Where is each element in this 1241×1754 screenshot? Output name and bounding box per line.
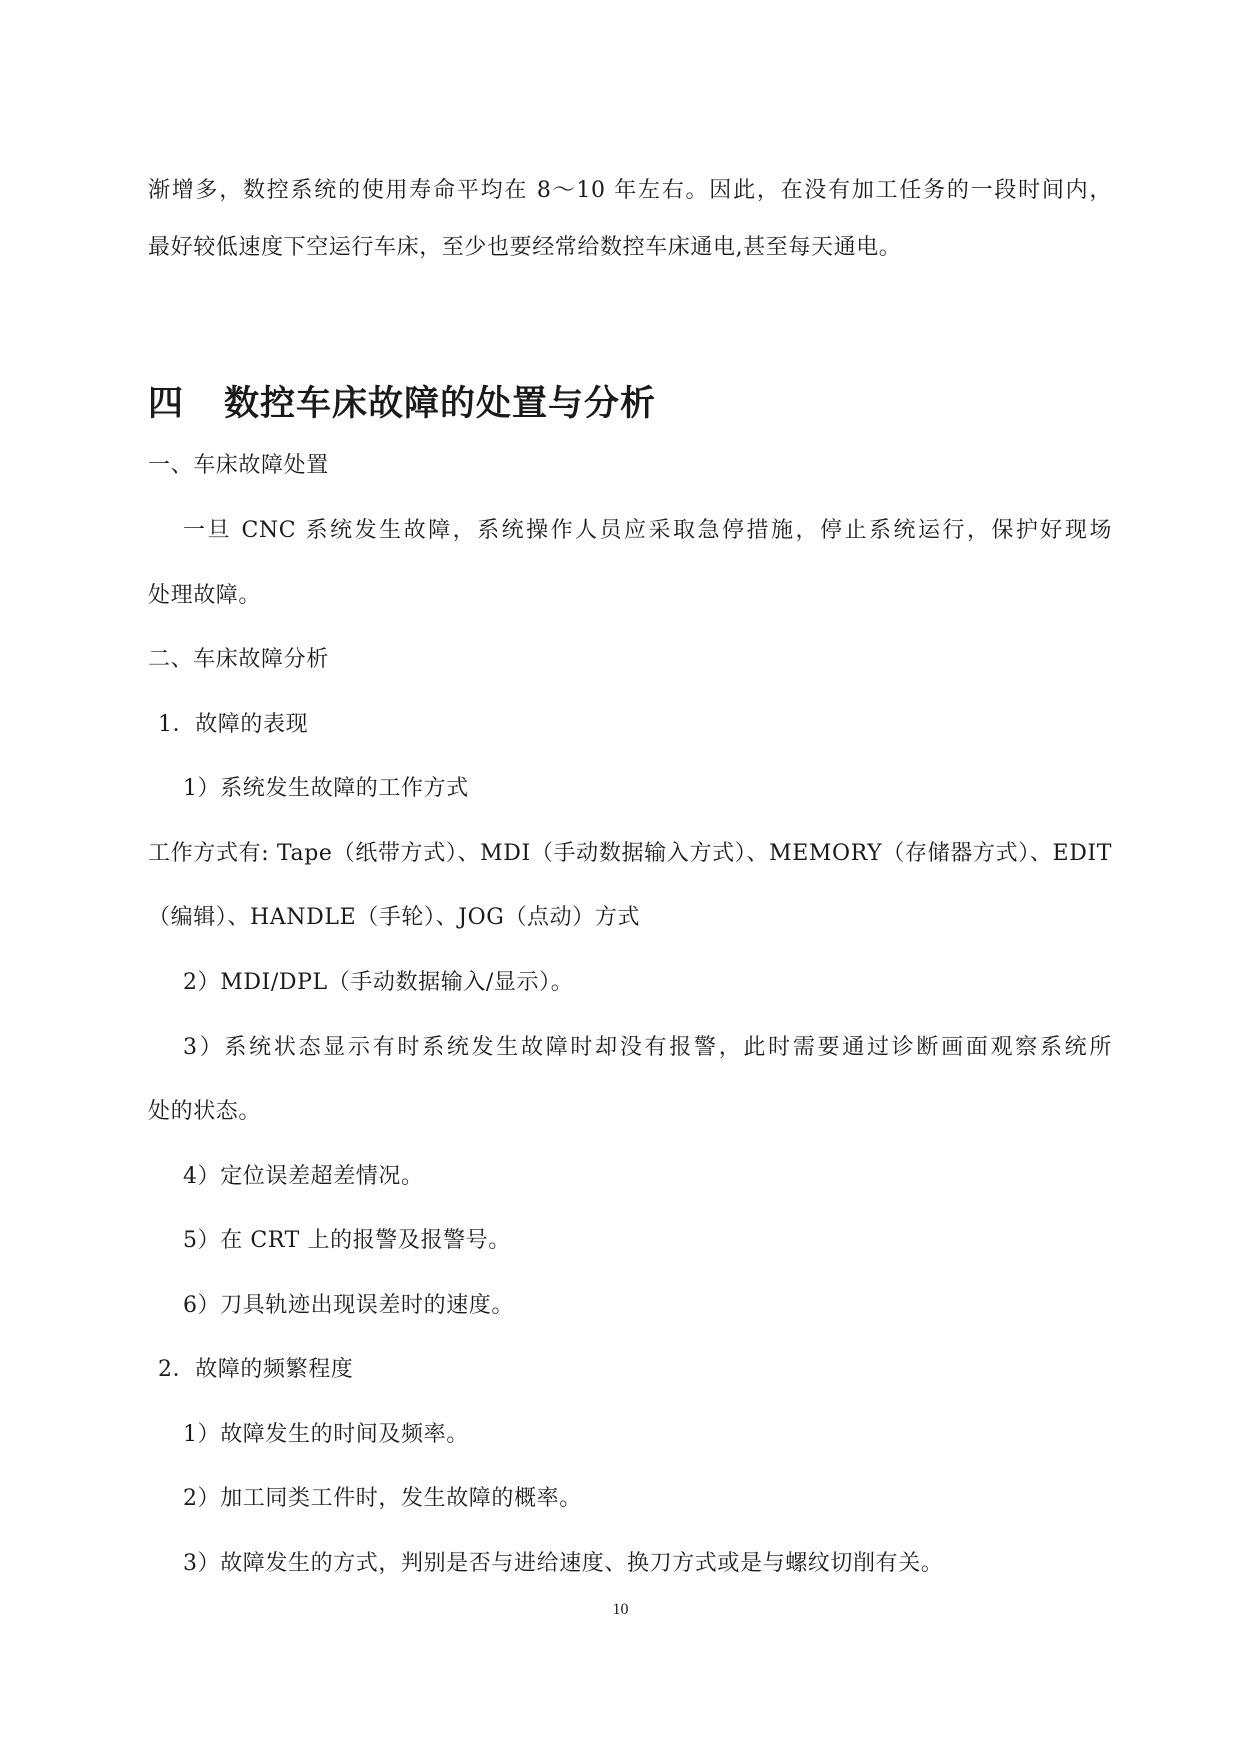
subsection-2-title: 2．故障的频繁程度 xyxy=(158,1357,354,1382)
subsection-1-item-4: 4）定位误差超差情况。 xyxy=(183,1164,424,1189)
subsection-1-item-3-line-1: 3）系统状态显示有时系统发生故障时却没有报警，此时需要通过诊断画面观察系统所 xyxy=(183,1035,1112,1060)
subsection-1-item-1-detail-line-2: （编辑）、HANDLE（手轮）、JOG（点动）方式 xyxy=(148,905,641,930)
chapter-heading xyxy=(148,383,656,425)
intro-paragraph-line-2: 最好较低速度下空运行车床，至少也要经常给数控车床通电,甚至每天通电。 xyxy=(148,235,902,260)
subsection-1-title: 1．故障的表现 xyxy=(158,712,309,737)
section-1-paragraph-line-1: 一旦 CNC 系统发生故障，系统操作人员应采取急停措施，停止系统运行，保护好现场 xyxy=(183,518,1112,543)
subsection-1-item-2: 2）MDI/DPL（手动数据输入/显示）。 xyxy=(183,970,574,995)
subsection-2-item-1: 1）故障发生的时间及频率。 xyxy=(183,1422,469,1447)
subsection-2-item-2: 2）加工同类工件时，发生故障的概率。 xyxy=(183,1486,582,1511)
section-1-paragraph-line-2: 处理故障。 xyxy=(148,583,262,608)
subsection-1-item-1-detail-line-1: 工作方式有: Tape（纸带方式）、MDI（手动数据输入方式）、MEMORY（存储器方式）、EDIT xyxy=(148,841,1112,866)
chapter-number: 四 xyxy=(148,384,185,424)
section-1-title: 一、车床故障处置 xyxy=(148,453,329,478)
chapter-title: 数控车床故障的处置与分析 xyxy=(224,384,657,424)
subsection-1-item-1: 1）系统发生故障的工作方式 xyxy=(183,776,469,801)
intro-paragraph-line-1: 渐增多，数控系统的使用寿命平均在 8～10 年左右。因此，在没有加工任务的一段时间内， xyxy=(148,178,1112,203)
subsection-1-item-3-line-2: 处的状态。 xyxy=(148,1099,262,1124)
subsection-2-item-3: 3）故障发生的方式，判别是否与进给速度、换刀方式或是与螺纹切削有关。 xyxy=(183,1551,944,1576)
subsection-1-item-6: 6）刀具轨迹出现误差时的速度。 xyxy=(183,1293,514,1318)
page-number: 10 xyxy=(612,1601,629,1618)
section-2-title: 二、车床故障分析 xyxy=(148,647,329,672)
subsection-1-item-5: 5）在 CRT 上的报警及报警号。 xyxy=(183,1228,511,1253)
